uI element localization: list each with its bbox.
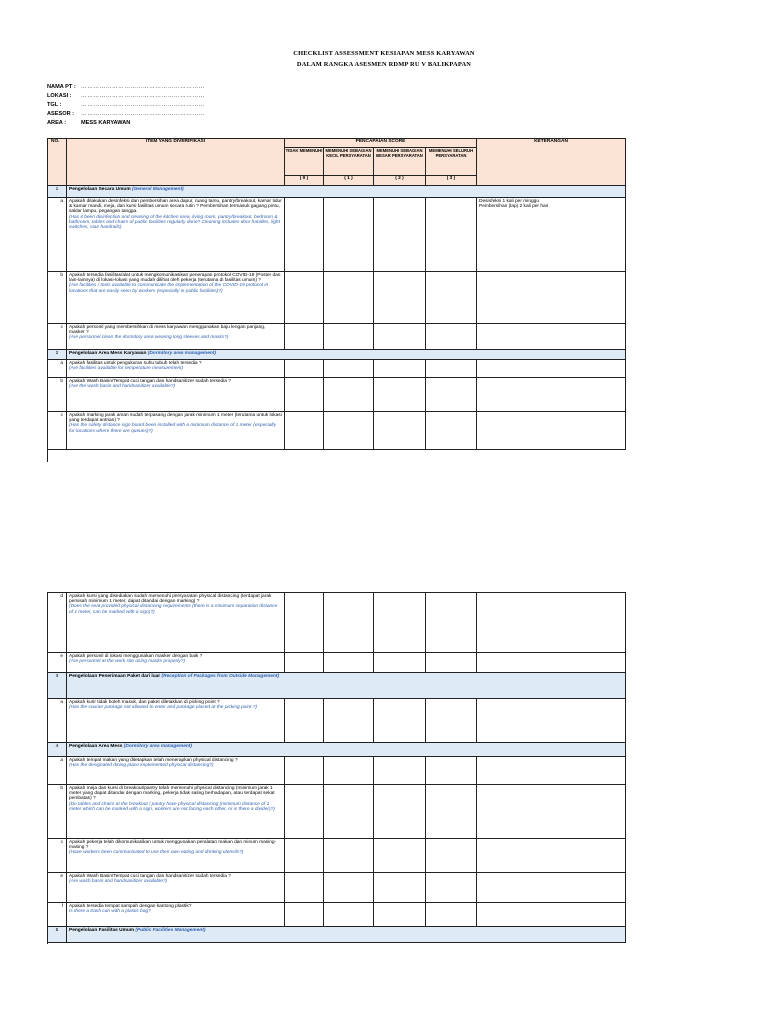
keterangan-cell[interactable] [477,699,626,743]
form-fields [47,83,205,128]
item-question-en: (Has the safety distance sign board been installed with a minimum distance of 1 meter (especially for locations where there are queues)?) [69,423,276,434]
section-title-cell [67,743,626,757]
header-col-2: MEMENUHI SEBAGIAN BESAR PERSYARATAN [374,148,426,176]
keterangan-cell[interactable] [477,324,626,350]
score-cell-0[interactable] [285,593,324,653]
item-letter: c [60,325,63,330]
score-cell-2[interactable] [374,324,426,350]
header-keterangan: KETERANGAN [477,139,626,186]
score-cell-3[interactable] [426,785,477,839]
score-cell-3[interactable] [426,272,477,324]
score-cell-0[interactable] [285,903,324,927]
score-cell-2[interactable] [374,699,426,743]
score-cell-0[interactable] [285,360,324,378]
keterangan-cell[interactable] [477,272,626,324]
checklist-item-row [48,593,626,653]
keterangan-cell[interactable]: Desinfeksi 1 kali per minggu Pembersihan (lap) 2 kali per hari [477,198,626,272]
keterangan-cell[interactable] [477,839,626,873]
item-question-en: (Does the seat provided physical distancing requirements (there is a minimum separation distance of 1 meter, can be marked with a sign)?) [69,604,278,615]
section-row [48,673,626,699]
item-letter-cell [48,699,67,743]
item-question-cell [67,653,285,673]
item-letter-cell [48,412,67,450]
score-cell-3[interactable] [426,653,477,673]
section-title-en: (General Management) [131,187,184,192]
checklist-table-page2 [47,592,626,943]
item-letter: b [60,273,63,278]
score-cell-0[interactable] [285,873,324,903]
score-cell-3[interactable] [426,360,477,378]
item-question-en: Is there a trash can with a plastic bag? [69,909,151,915]
item-letter: c [60,413,63,418]
item-question-cell [67,593,285,653]
item-question-cell [67,873,285,903]
item-letter-cell [48,593,67,653]
checklist-item-row [48,360,626,378]
section-title-cell [67,186,626,198]
score-cell-1[interactable] [324,903,374,927]
item-letter-cell [48,757,67,785]
score-cell-1[interactable] [324,378,374,412]
item-letter: f [61,904,63,909]
score-cell-3[interactable] [426,198,477,272]
item-question-cell [67,785,285,839]
item-letter-cell [48,903,67,927]
item-letter: c [60,840,63,845]
header-code-3: ( 3 ) [426,176,477,186]
header-code-1: ( 1 ) [324,176,374,186]
item-question-cell [67,272,285,324]
section-number: 4 [48,743,67,757]
score-cell-2[interactable] [374,839,426,873]
section-title-cell [67,350,626,360]
checklist-item-row [48,699,626,743]
score-cell-3[interactable] [426,412,477,450]
section-row [48,743,626,757]
item-question-en: (Has it been disinfection and cleaning of the kitchen area, living room, pantry/breakout, bedroom & bathroom, tables and chairs of public facilities regularly done? Cleaning includes door handles, light switches, stair handrails) [69,214,280,231]
item-question: Apakah pekerja telah dikomunikasikan untuk menggunakan peralatan makan dan minum masing-masing ? [69,840,277,851]
score-cell-2[interactable] [374,903,426,927]
header-score: PENCAPAIAN SCORE [285,139,477,148]
score-cell-0[interactable] [285,785,324,839]
item-question: Apakah fasilitas untuk pengukuran suhu tubuh telah tersedia ? [69,361,202,366]
score-cell-0[interactable] [285,653,324,673]
item-letter: a [60,361,63,366]
section-number: 2 [48,350,67,360]
score-cell-0[interactable] [285,412,324,450]
header-no: NO. [48,139,67,186]
section-title-cell [67,927,626,943]
checklist-item-row [48,903,626,927]
item-question-en: (Are personnel clean the dormitory area wearing long sleeves and masks?) [69,335,229,341]
score-cell-3[interactable] [426,378,477,412]
score-cell-2[interactable] [374,593,426,653]
item-question-cell [67,378,285,412]
item-question-en: (Are personnel at the work site using masks properly?) [69,659,185,665]
item-question-cell [67,324,285,350]
score-cell-1[interactable] [324,757,374,785]
score-cell-1[interactable] [324,653,374,673]
score-cell-0[interactable] [285,839,324,873]
item-question: Apakah meja dan kursi di breakout/pantry telah memenuhi physical distancing (minimum jarak 1 meter yang dapat ditandai dengan marking, pekerja tidak saling berhadapan, atau terdapat sekat pembatas) ? [69,786,275,802]
item-letter: a [60,700,63,705]
table-body-page2 [48,593,626,943]
item-letter-cell [48,785,67,839]
left-border-line [47,150,48,462]
section-title-cell [67,673,626,699]
item-question-en: (Do tables and chairs at the breakout / pantry have physical distancing (minimum distance of 1 meter which can be marked with a sign, workers are not facing each other, or is there a divider)?) [69,801,275,812]
score-cell-0[interactable] [285,324,324,350]
section-title-en: (Dormitory area management) [123,744,193,749]
score-cell-2[interactable] [374,198,426,272]
item-letter: e [60,874,63,879]
score-cell-2[interactable] [374,873,426,903]
keterangan-cell[interactable] [477,378,626,412]
section-title-en: (Dormitory area management) [147,351,216,356]
item-question-en: (Are the wash basin and handsanitizer available?) [69,384,176,390]
title-line-2: DALAM RANGKA ASESMEN RDMP RU V BALIKPAPAN [296,61,472,68]
score-cell-0[interactable] [285,198,324,272]
score-cell-2[interactable] [374,653,426,673]
score-cell-3[interactable] [426,903,477,927]
item-letter: b [60,786,63,791]
score-cell-3[interactable] [426,757,477,785]
checklist-item-row [48,324,626,350]
item-letter-cell [48,198,67,272]
table-body-page1 [48,186,626,450]
score-cell-0[interactable] [285,378,324,412]
item-question-en: (Are wash basin and handsanitizer available?) [69,879,168,885]
header-col-3: MEMENUHI SELURUH PERSYARATAN [426,148,477,176]
item-question-en: (Has the designated dining place implemented physical distancing?) [69,763,214,769]
checklist-item-row [48,839,626,873]
item-question: Apakah tersedia fasilitas/alat untuk mengkomunikasikan penerapan protokol COVID-19 (Poster dan lain-lainnya) di lokasi-lokasi yang mudah dilihat oleh pekerja (terutama di fasilitas umum) ? [69,273,281,284]
item-question: Apakah personil di lokasi menggunakan masker dengan baik ? [69,654,203,659]
section-title-en: (Public Facilities Management) [135,928,206,933]
item-letter: a [60,758,63,763]
score-cell-1[interactable] [324,785,374,839]
item-letter-cell [48,272,67,324]
score-cell-1[interactable] [324,412,374,450]
score-cell-3[interactable] [426,839,477,873]
section-row [48,186,626,198]
checklist-table-page1 [47,138,626,450]
checklist-item-row [48,873,626,903]
keterangan-cell[interactable] [477,903,626,927]
keterangan-cell[interactable] [477,412,626,450]
item-question: Apakah tempat makan yang ditetapkan telah menerapkan physical distancing ? [69,758,238,763]
item-question-en: (Are facilities / tools available to communicate the implementation of the COVID-19 protocol in locations that are easily seen by workers (especially in public facilities)?) [69,283,269,294]
item-letter: b [60,379,63,384]
item-question-cell [67,903,285,927]
score-cell-1[interactable] [324,839,374,873]
table-header-row [48,139,626,148]
item-question-cell [67,839,285,873]
field-asesor: ASESOR : …………………………………………………… [47,111,205,117]
item-question: Apakah Wash Basin/Tempat cuci tangan dan handsanitizer sudah tersedia ? [69,874,231,879]
section-number: 5 [48,927,67,943]
checklist-item-row [48,653,626,673]
item-letter-cell [48,378,67,412]
item-question-cell [67,757,285,785]
keterangan-cell[interactable] [477,757,626,785]
section-title: Pengelolaan Area Mess [69,744,123,749]
header-code-2: ( 2 ) [374,176,426,186]
left-border-line [47,592,48,944]
score-cell-0[interactable] [285,699,324,743]
score-cell-1[interactable] [324,360,374,378]
section-title: Pengelolaan Fasilitas Umum [69,928,135,933]
item-letter-cell [48,653,67,673]
item-question: Apakah marking jarak aman sudah terpasang dengan jarak minimum 1 meter (terutama untuk lokasi yang terdapat antrian) ? [69,413,282,424]
score-cell-1[interactable] [324,324,374,350]
item-letter: d [60,594,63,599]
score-cell-1[interactable] [324,272,374,324]
score-cell-1[interactable] [324,593,374,653]
item-question-cell [67,699,285,743]
score-cell-2[interactable] [374,412,426,450]
keterangan-cell[interactable] [477,360,626,378]
score-cell-3[interactable] [426,699,477,743]
item-question-en: (Are facilities available for temperature measurement) [69,366,184,372]
score-cell-2[interactable] [374,360,426,378]
checklist-item-row [48,412,626,450]
score-cell-2[interactable] [374,378,426,412]
score-cell-1[interactable] [324,198,374,272]
keterangan-cell[interactable] [477,785,626,839]
section-row [48,927,626,943]
item-question: Apakah dilakukan desinfeksi dan pembersihan area dapur, ruang tamu, pantry/breakout, kamar tidur & kamar mandi, meja, dan kursi fasilitas umum secara rutin ? Pembersihan termasuk gagang pintu, saklar lampu, pegangan tangga. [69,199,282,215]
item-question-cell [67,360,285,378]
section-title: Pengelolaan Penerimaan Paket dari luar [69,674,161,679]
item-question-cell [67,198,285,272]
section-number: 1 [48,186,67,198]
checklist-item-row [48,198,626,272]
item-question: Apakah kurir tidak boleh masuk, dan paket diletakkan di picking point ? [69,700,220,705]
item-question-en: (Have workers been communicated to use their own eating and drinking utensils?) [69,850,244,856]
score-cell-2[interactable] [374,757,426,785]
item-letter: a [60,199,63,204]
item-question: Apakah kursi yang disediakan sudah memenuhi persyaratan physical distancing (terdapat jarak pemisah minimum 1 meter, dapat ditandai dengan marking) ? [69,594,272,605]
item-question: Apakah tersedia tempat sampah dengan kantong plastik? [69,904,192,909]
item-question: Apakah Wash Basin/Tempat cuci tangan dan handsanitizer sudah tersedia ? [69,379,231,384]
score-cell-2[interactable] [374,272,426,324]
field-area: AREA : MESS KARYAWAN [47,120,131,126]
field-lokasi: LOKASI : …………………………………………………… [47,93,205,99]
section-row [48,350,626,360]
item-letter-cell [48,873,67,903]
field-nama-pt: NAMA PT : …………………………………………………… [47,84,205,90]
checklist-item-row [48,785,626,839]
keterangan-cell[interactable] [477,873,626,903]
score-cell-1[interactable] [324,699,374,743]
header-code-0: ( 0 ) [285,176,324,186]
header-item: ITEM YANG DIVERIFIKASI [67,139,285,186]
score-cell-1[interactable] [324,873,374,903]
score-cell-0[interactable] [285,757,324,785]
item-question-cell [67,412,285,450]
score-cell-3[interactable] [426,324,477,350]
score-cell-3[interactable] [426,593,477,653]
section-title: Pengelolaan Secara Umum [69,187,131,192]
keterangan-cell[interactable] [477,653,626,673]
title-line-1: CHECKLIST ASSESSMENT KESIAPAN MESS KARYAWAN [293,50,475,57]
score-cell-2[interactable] [374,785,426,839]
checklist-item-row [48,757,626,785]
item-question: Apakah personil yang membersihkan di mess karyawan menggunakan baju lengan panjang, masker ? [69,325,266,336]
keterangan-cell[interactable] [477,593,626,653]
item-letter-cell [48,324,67,350]
field-tgl: TGL : …………………………………………………… [47,102,205,108]
item-letter: e [60,654,63,659]
section-title-en: (Reception of Packages from Outside Management) [161,674,280,679]
item-question-en: (Has the courier package not allowed to enter and package placed at the picking point ?) [69,705,257,711]
score-cell-3[interactable] [426,873,477,903]
checklist-item-row [48,378,626,412]
score-cell-0[interactable] [285,272,324,324]
item-letter-cell [48,360,67,378]
section-number: 3 [48,673,67,699]
item-letter-cell [48,839,67,873]
header-col-0: TIDAK MEMENUHI [285,148,324,176]
header-col-1: MEMENUHI SEBAGIAN KECIL PERSYARATAN [324,148,374,176]
checklist-item-row [48,272,626,324]
section-title: Pengelolaan Area Mess Karyawan [69,351,147,356]
